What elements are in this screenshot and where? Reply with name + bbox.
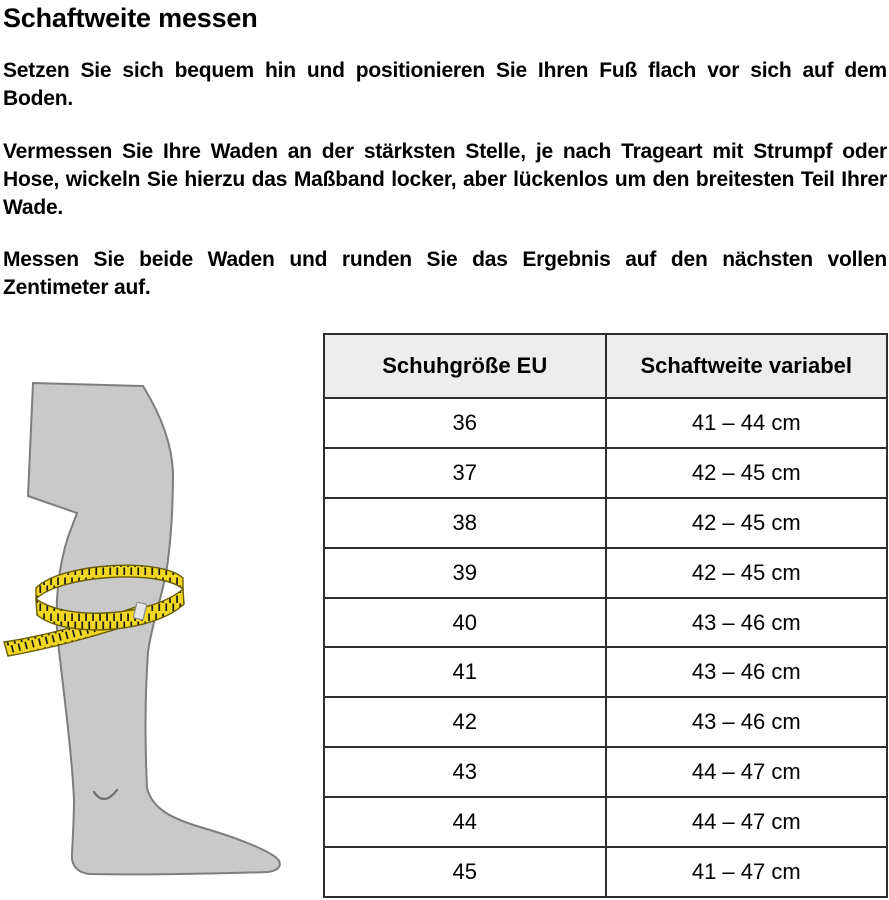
table-row bbox=[324, 697, 887, 747]
header-shoe-size-eu: Schuhgröße EU bbox=[324, 334, 606, 398]
table-row bbox=[324, 598, 887, 648]
leg-illustration bbox=[0, 360, 300, 900]
page-title: Schaftweite messen bbox=[3, 3, 258, 33]
shoe-size-cell: 39 bbox=[324, 548, 606, 598]
instruction-paragraph-2: Vermessen Sie Ihre Waden an der stärksten Stelle, je nach Trageart mit Strumpf oder Hose, wickeln Sie hierzu das Maßband locker, aber lückenlos um den breitesten Teil Ihrer Wade. bbox=[3, 140, 887, 219]
table-row bbox=[324, 548, 887, 598]
shoe-size-cell: 40 bbox=[324, 598, 606, 648]
table-row bbox=[324, 398, 887, 448]
table-row bbox=[324, 747, 887, 797]
shaft-width-cell: 41 – 47 cm bbox=[606, 847, 888, 897]
table-row bbox=[324, 448, 887, 498]
shoe-size-cell: 44 bbox=[324, 797, 606, 847]
shaft-width-cell: 43 – 46 cm bbox=[606, 647, 888, 697]
shoe-size-cell: 43 bbox=[324, 747, 606, 797]
shaft-width-cell: 42 – 45 cm bbox=[606, 498, 888, 548]
shoe-size-cell: 37 bbox=[324, 448, 606, 498]
shaft-width-cell: 41 – 44 cm bbox=[606, 398, 888, 448]
shaft-width-cell: 44 – 47 cm bbox=[606, 797, 888, 847]
shaft-width-cell: 43 – 46 cm bbox=[606, 697, 888, 747]
table-row bbox=[324, 847, 887, 897]
shaft-width-cell: 42 – 45 cm bbox=[606, 548, 888, 598]
shoe-size-cell: 36 bbox=[324, 398, 606, 448]
shaft-width-cell: 44 – 47 cm bbox=[606, 747, 888, 797]
instruction-paragraph-3: Messen Sie beide Waden und runden Sie das Ergebnis auf den nächsten vollen Zentimeter auf. bbox=[3, 248, 887, 299]
shoe-size-cell: 45 bbox=[324, 847, 606, 897]
size-table-header-row bbox=[324, 334, 887, 398]
table-row bbox=[324, 498, 887, 548]
header-shaft-width: Schaftweite variabel bbox=[606, 334, 888, 398]
shoe-size-cell: 41 bbox=[324, 647, 606, 697]
shoe-size-cell: 38 bbox=[324, 498, 606, 548]
instruction-paragraph-1: Setzen Sie sich bequem hin und positionieren Sie Ihren Fuß flach vor sich auf dem Boden. bbox=[3, 59, 887, 110]
shaft-width-cell: 42 – 45 cm bbox=[606, 448, 888, 498]
table-row bbox=[324, 647, 887, 697]
shaft-width-cell: 43 – 46 cm bbox=[606, 598, 888, 648]
size-table bbox=[323, 333, 888, 898]
table-row bbox=[324, 797, 887, 847]
shoe-size-cell: 42 bbox=[324, 697, 606, 747]
